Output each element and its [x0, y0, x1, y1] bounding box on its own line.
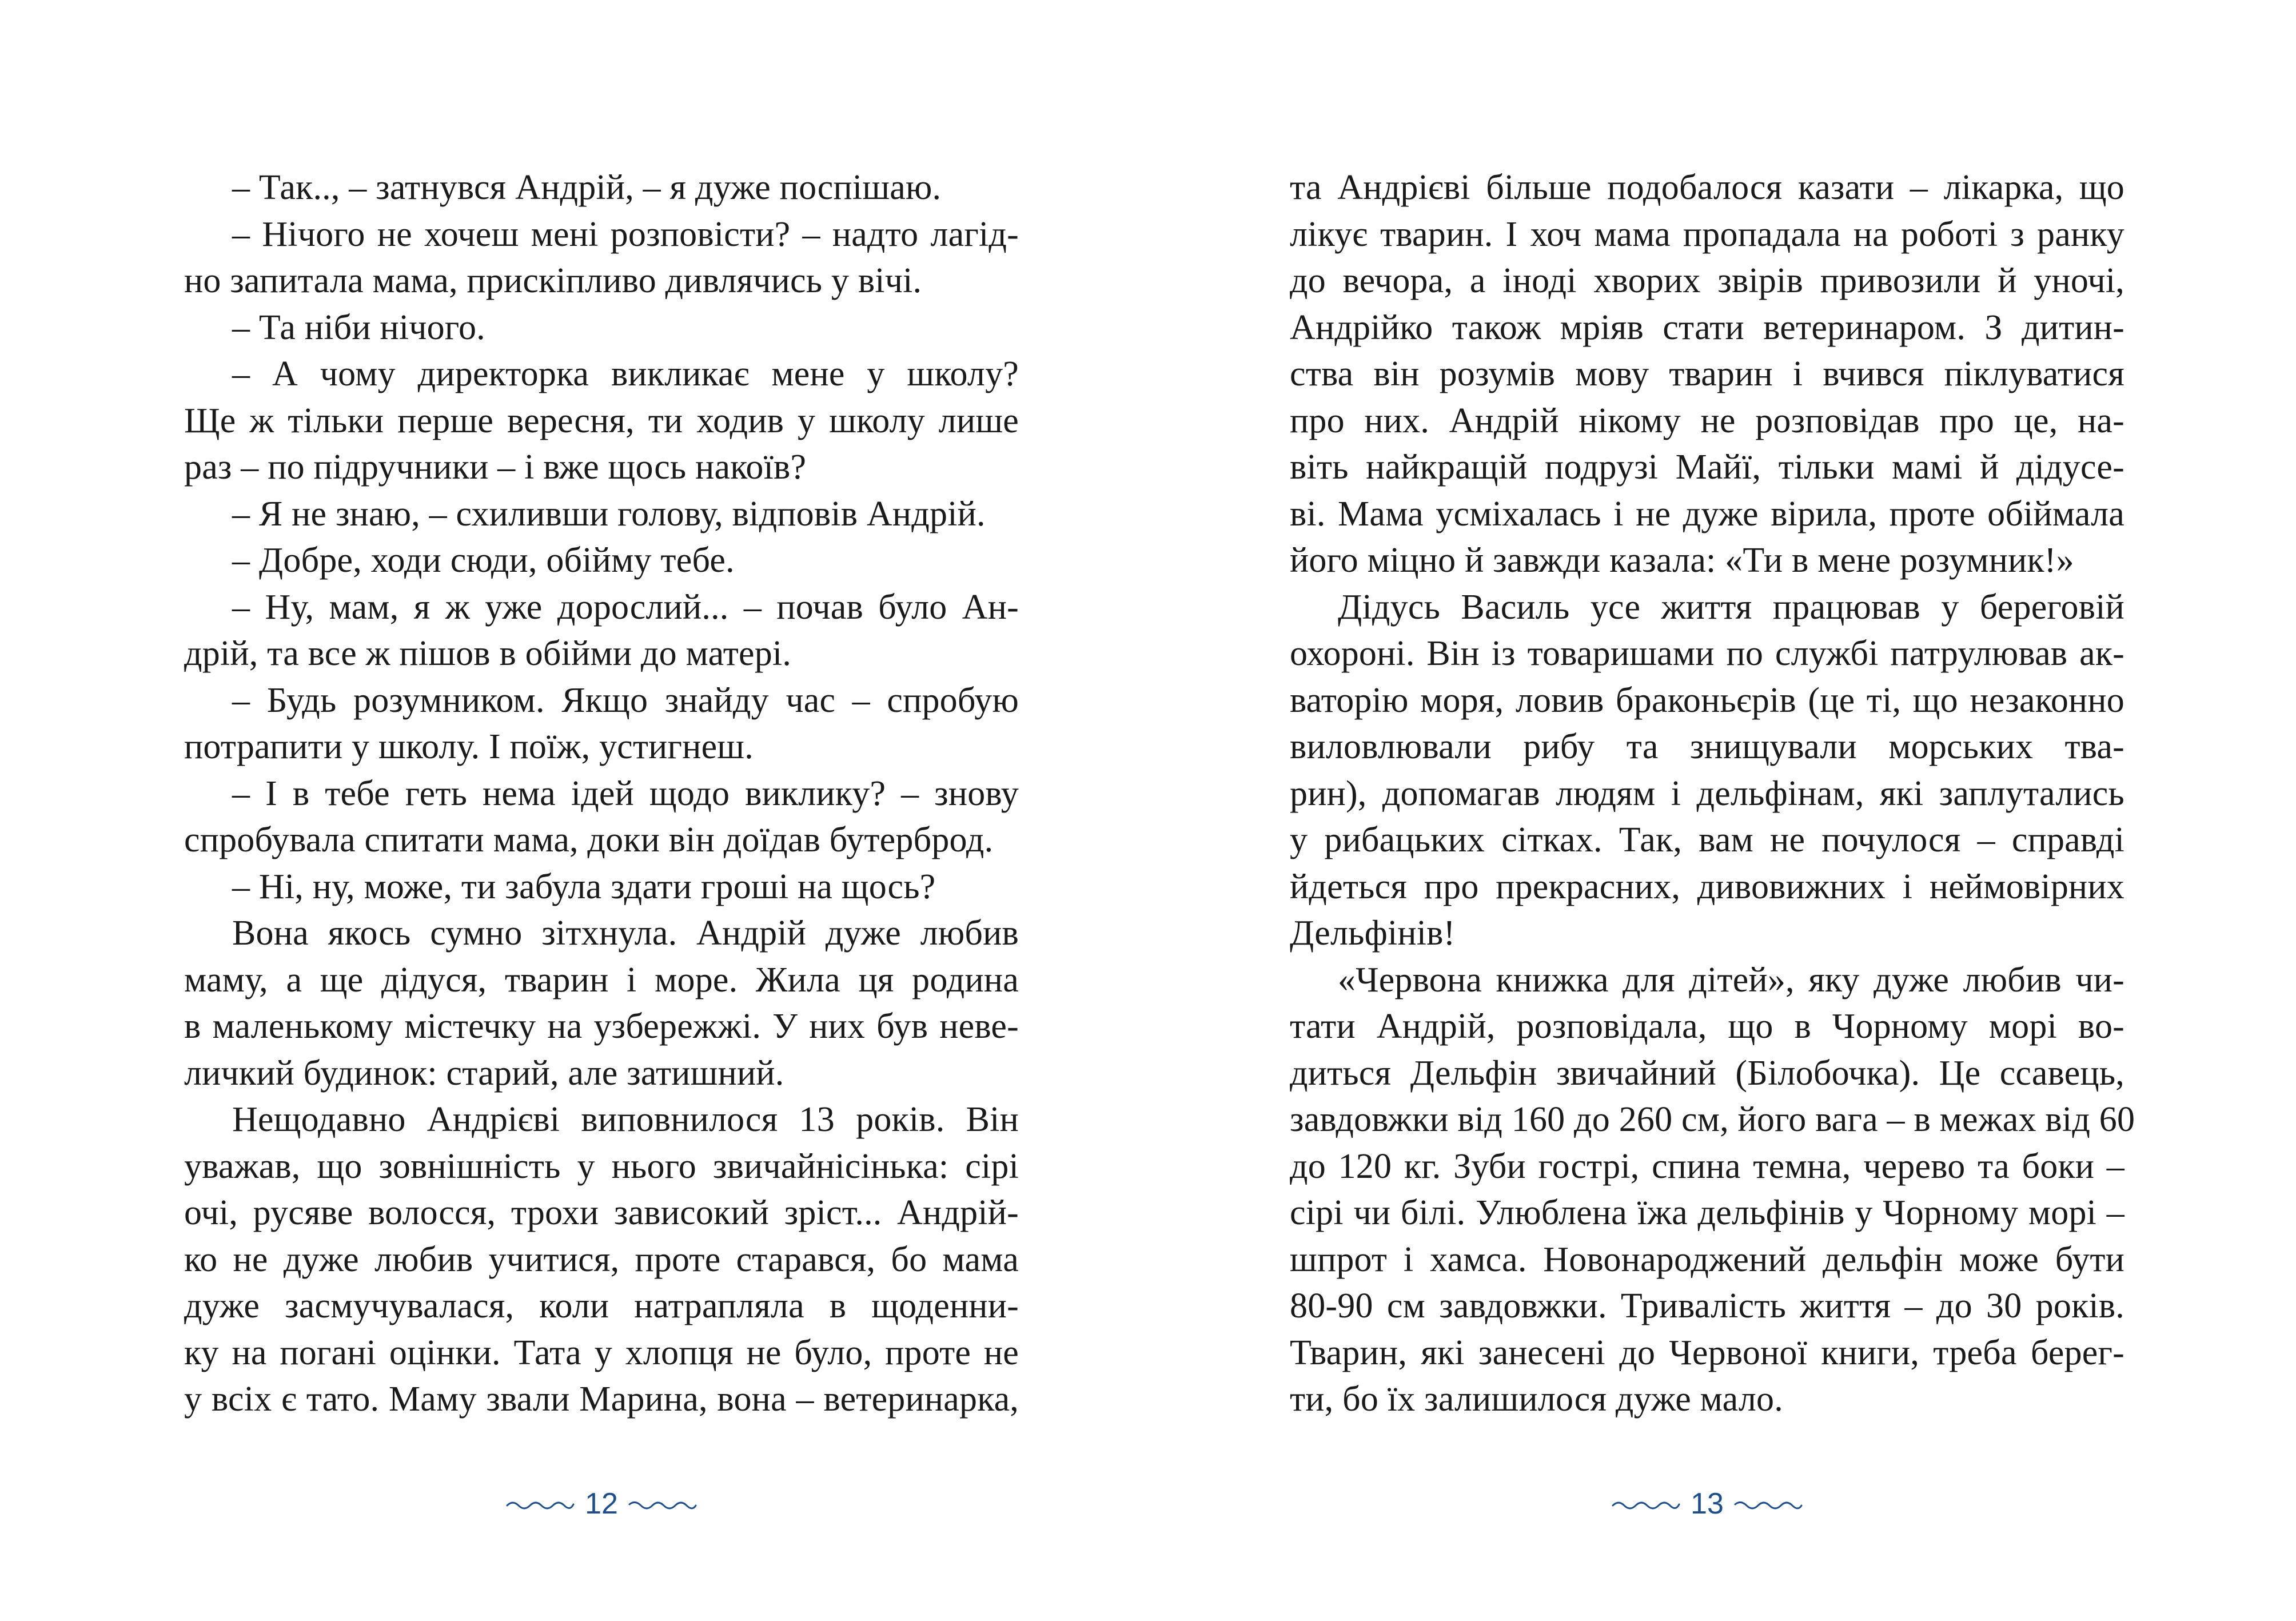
text-line: – Ну, мам, я ж уже дорослий... – почав було Ан-: [232, 587, 1019, 627]
text-line: Дідусь Василь усе життя працював у береговій: [1338, 587, 2124, 627]
page-number: 13: [1691, 1487, 1724, 1520]
text-line: сірі чи білі. Улюблена їжа дельфінів у Чорному морі –: [1290, 1193, 2124, 1232]
text-line: про них. Андрій нікому не розповідав про це, на-: [1290, 401, 2124, 440]
text-line: раз – по підручники – і вже щось накоїв?: [184, 448, 807, 487]
text-line: личкий будинок: старий, але затишний.: [184, 1053, 784, 1093]
text-line: ства він розумів мову тварин і вчився піклуватися: [1290, 355, 2124, 393]
text-line: у всіх є тато. Маму звали Марина, вона – ветеринарка,: [184, 1380, 1019, 1419]
text-line: – Та ніби нічого.: [232, 308, 485, 347]
text-line: охороні. Він із товаришами по службі патрулював ак-: [1290, 634, 2124, 673]
page-number: 12: [585, 1487, 618, 1520]
text-line: виловлювали рибу та знищували морських тва-: [1290, 727, 2124, 766]
left-page-text: [184, 165, 1019, 1423]
text-line: потрапити у школу. І поїж, устигнеш.: [184, 727, 754, 766]
text-line: очі, русяве волосся, трохи зависокий зріст... Андрій-: [184, 1193, 1019, 1232]
text-line: маму, а ще дідуся, тварин і море. Жила ця родина: [184, 960, 1019, 999]
text-line: ваторію моря, ловив браконьєрів (це ті, що незаконно: [1290, 680, 2124, 720]
left-page-folio: [487, 1481, 716, 1527]
text-line: уважав, що зовнішність у нього звичайнісінька: сірі: [184, 1146, 1019, 1186]
text-line: – А чому директорка викликає мене у школу?: [232, 355, 1019, 393]
text-line: віть найкращій подрузі Майї, тільки мамі й дідусе-: [1290, 448, 2124, 487]
wave-ornament-icon: [628, 1495, 697, 1512]
right-page: [1148, 0, 2296, 1621]
text-line: завдовжки від 160 до 260 см, його вага – в межах від 60: [1290, 1100, 2135, 1139]
right-page-text: [1290, 165, 2135, 1423]
text-line: Тварин, які занесені до Червоної книги, треба берег-: [1290, 1333, 2124, 1372]
text-line: 80-90 см завдовжки. Тривалість життя – до 30 років.: [1290, 1287, 2124, 1325]
text-line: спробувала спитати мама, доки він доїдав бутерброд.: [184, 821, 994, 859]
text-line: в маленькому містечку на узбережжі. У них був неве-: [184, 1007, 1019, 1046]
text-line: та Андрієві більше подобалося казати – лікарка, що: [1290, 168, 2124, 207]
text-line: дуже засмучувалася, коли натрапляла в щоденни-: [184, 1287, 1019, 1325]
text-line: – Нічого не хочеш мені розповісти? – надто лагід-: [232, 214, 1019, 254]
text-line: лікує тварин. І хоч мама пропадала на роботі з ранку: [1290, 214, 2124, 254]
text-line: – Ні, ну, може, ти забула здати гроші на щось?: [232, 867, 936, 906]
text-line: «Червона книжка для дітей», яку дуже любив чи-: [1338, 960, 2124, 999]
text-line: диться Дельфін звичайний (Білобочка). Це ссавець,: [1290, 1053, 2124, 1093]
text-line: у рибацьких сітках. Так, вам не почулося – справді: [1290, 821, 2124, 859]
text-line: до вечора, а іноді хворих звірів привозили й уночі,: [1290, 261, 2124, 300]
text-line: його міцно й завжди казала: «Ти в мене розумник!»: [1290, 541, 2074, 580]
text-line: йдеться про прекрасних, дивовижних і неймовірних: [1290, 867, 2124, 906]
wave-ornament-icon: [1612, 1495, 1680, 1512]
text-line: – Так.., – затнувся Андрій, – я дуже поспішаю.: [232, 168, 942, 207]
text-line: – І в тебе геть нема ідей щодо виклику? – знову: [232, 774, 1019, 813]
text-line: до 120 кг. Зуби гострі, спина темна, черево та боки –: [1290, 1146, 2124, 1186]
text-line: ку на погані оцінки. Тата у хлопця не було, проте не: [184, 1333, 1019, 1372]
text-line: Дельфінів!: [1290, 914, 1456, 953]
text-line: – Добре, ходи сюди, обійму тебе.: [232, 541, 735, 580]
text-line: ві. Мама усміхалась і не дуже вірила, проте обіймала: [1290, 494, 2124, 533]
text-line: шпрот і хамса. Новонароджений дельфін може бути: [1290, 1240, 2124, 1279]
text-line: Ще ж тільки перше вересня, ти ходив у школу лише: [184, 401, 1019, 440]
text-line: – Я не знаю, – схиливши голову, відповів Андрій.: [232, 494, 986, 533]
text-line: дрій, та все ж пішов в обійми до матері.: [184, 634, 792, 673]
text-line: но запитала мама, прискіпливо дивлячись у вічі.: [184, 261, 922, 300]
wave-ornament-icon: [506, 1495, 575, 1512]
text-line: рин), допомагав людям і дельфінам, які заплутались: [1290, 774, 2124, 813]
text-line: Андрійко також мріяв стати ветеринаром. З дитин-: [1290, 308, 2124, 347]
right-page-folio: [1593, 1481, 1821, 1527]
text-line: тати Андрій, розповідала, що в Чорному морі во-: [1290, 1007, 2124, 1046]
text-line: Нещодавно Андрієві виповнилося 13 років. Він: [232, 1100, 1019, 1139]
text-line: ко не дуже любив учитися, проте старався, бо мама: [184, 1240, 1019, 1279]
wave-ornament-icon: [1734, 1495, 1803, 1512]
text-line: Вона якось сумно зітхнула. Андрій дуже любив: [232, 914, 1019, 953]
text-line: ти, бо їх залишилося дуже мало.: [1290, 1380, 1783, 1419]
text-line: – Будь розумником. Якщо знайду час – спробую: [232, 680, 1019, 720]
